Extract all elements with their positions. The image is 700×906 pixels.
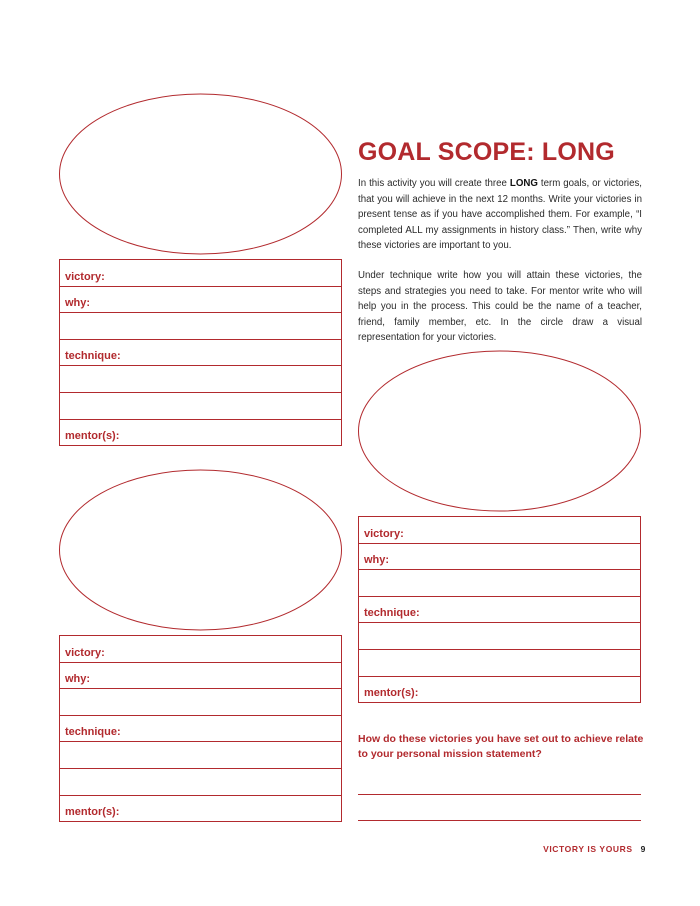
technique-line[interactable] [60,366,341,393]
technique-line[interactable] [60,742,341,769]
technique-field[interactable]: technique: [359,597,640,624]
page-number: 9 [640,844,646,854]
technique-line[interactable] [359,650,640,677]
victory-field[interactable]: victory: [60,260,341,287]
goal-form [358,516,641,703]
long-emphasis: LONG [509,178,538,189]
why-line[interactable] [60,689,341,716]
goal-card-2 [59,470,342,822]
page-title: GOAL SCOPE: LONG [358,138,615,166]
why-field[interactable]: why: [60,663,341,690]
technique-line[interactable] [60,769,341,796]
drawing-circle[interactable] [358,351,641,521]
footer-label: VICTORY IS YOURS [543,844,633,854]
drawing-circle[interactable] [59,94,342,264]
goal-form [59,259,342,446]
technique-field[interactable]: technique: [60,340,341,367]
mentor-field[interactable]: mentor(s): [60,420,341,447]
why-field[interactable]: why: [60,287,341,314]
why-field[interactable]: why: [359,544,640,571]
instructions-paragraph: Under technique write how you will attain these victories, the steps and strategies you need to take. For mentor write who will help you in the process. This could be the name of a teacher, friend, family member, etc. In the circle draw a visual representation for your victories. [358,270,642,344]
goal-card-1 [59,94,342,446]
intro-paragraph: In this activity you will create three LONG term goals, or victories, that you will achieve in the next 12 months. Write your victories in present tense as if you have accomplished them. For example, “I completed ALL my assignments in history class.” Then, write why these victories are important to you. [358,178,642,252]
goal-form [59,635,342,822]
why-line[interactable] [60,313,341,340]
page-footer [543,844,646,854]
why-line[interactable] [359,570,640,597]
mentor-field[interactable]: mentor(s): [359,677,640,704]
victory-field[interactable]: victory: [359,517,640,544]
victory-field[interactable]: victory: [60,636,341,663]
technique-line[interactable] [60,393,341,420]
answer-line[interactable] [358,794,641,795]
reflection-question: How do these victories you have set out to achieve relate to your personal mission statement? [358,733,644,760]
technique-line[interactable] [359,623,640,650]
mentor-field[interactable]: mentor(s): [60,796,341,823]
goal-card-3 [358,351,641,703]
drawing-circle[interactable] [59,470,342,640]
technique-field[interactable]: technique: [60,716,341,743]
answer-line[interactable] [358,820,641,821]
